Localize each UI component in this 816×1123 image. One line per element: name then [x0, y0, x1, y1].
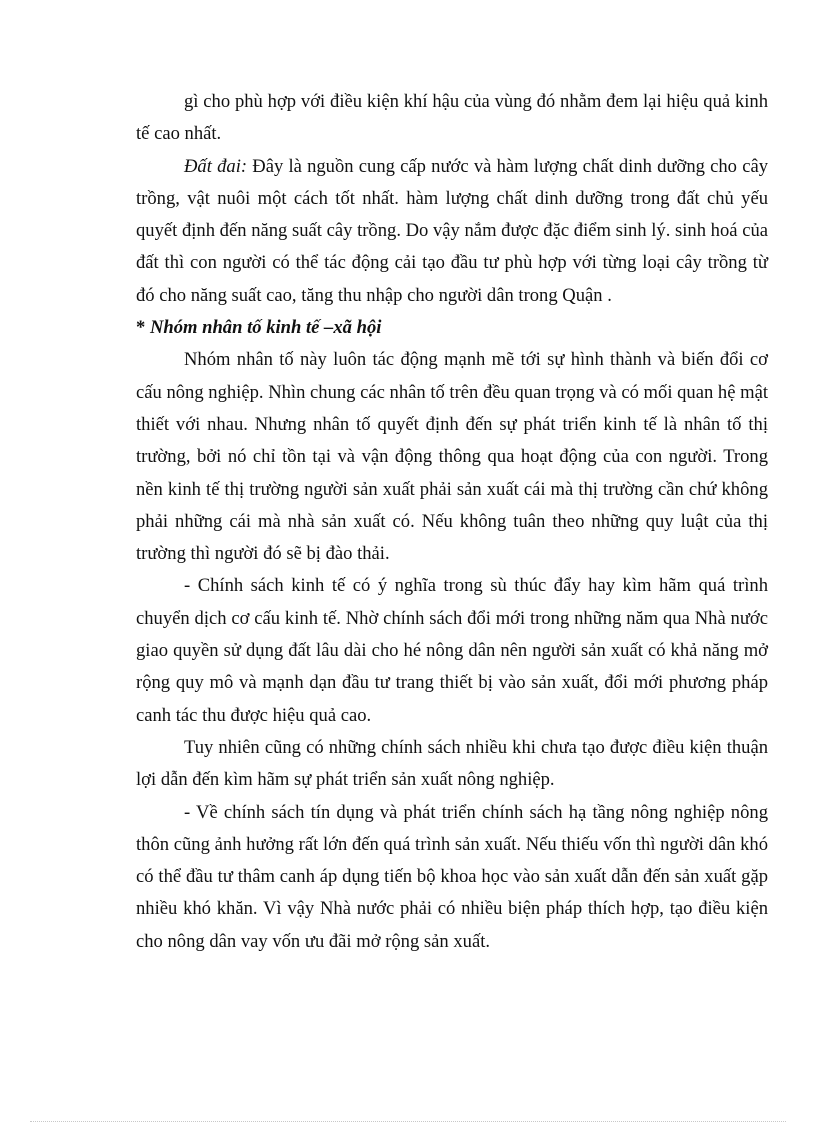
paragraph-land — [136, 151, 768, 312]
land-term: Đất đai: — [184, 155, 248, 177]
paragraph-text: gì cho phù hợp với điều kiện khí hậu của vùng đó nhằm đem lại hiệu quả kinh tế cao nhất. — [136, 91, 768, 145]
paragraph-text: - Về chính sách tín dụng và phát triển chính sách hạ tầng nông nghiệp nông thôn cũng ảnh hưởng rất lớn đến quá trình sản xuất. Nếu thiếu vốn thì người dân khó có thể đầu tư thâm canh áp dụng tiến bộ khoa học vào sản xuất dẫn đến sản xuất gặp nhiều khó khăn. Vì vậy Nhà nước phải có nhiều biện pháp thích hợp, tạo điều kiện cho nông dân vay vốn ưu đãi mở rộng sản xuất. — [136, 801, 768, 952]
paragraph-credit-policy — [136, 797, 768, 958]
section-heading-socioeconomic — [136, 312, 768, 344]
paragraph-text: Đây là nguồn cung cấp nước và hàm lượng chất dinh dưỡng cho cây trồng, vật nuôi một cách tốt nhất. hàm lượng chất dinh dưỡng trong đất chủ yếu quyết định đến năng suất cây trồng. Do vậy nắm được đặc điểm sinh lý. sinh hoá của đất thì con người có thể tác động cải tạo đầu tư phù hợp với từng loại cây trồng từ đó cho năng suất cao, tăng thu nhập cho người dân trong Quận . — [136, 155, 768, 306]
heading-bullet: * — [136, 317, 146, 339]
document-page — [136, 86, 768, 958]
heading-text: Nhóm nhân tố kinh tế –xã hội — [145, 317, 382, 339]
paragraph-text: Tuy nhiên cũng có những chính sách nhiều khi chưa tạo được điều kiện thuận lợi dẫn đến kìm hãm sự phát triển sản xuất nông nghiệp. — [136, 736, 768, 791]
paragraph-climate-conclusion — [136, 86, 768, 151]
paragraph-socioeconomic-factors — [136, 344, 768, 570]
paragraph-text: - Chính sách kinh tế có ý nghĩa trong sù thúc đẩy hay kìm hãm quá trình chuyển dịch cơ cấu kinh tế. Nhờ chính sách đổi mới trong những năm qua Nhà nước giao quyền sử dụng đất lâu dài cho hé nông dân nên người sản xuất có khả năng mở rộng quy mô và mạnh dạn đầu tư trang thiết bị vào sản xuất, đổi mới phương pháp canh tác thu được hiệu quả cao. — [136, 575, 768, 726]
paragraph-text: Nhóm nhân tố này luôn tác động mạnh mẽ tới sự hình thành và biến đổi cơ cấu nông nghiệp. Nhìn chung các nhân tố trên đều quan trọng và có mối quan hệ mật thiết với nhau. Nhưng nhân tố quyết định đến sự phát triển kinh tế là nhân tố thị trường, bởi nó chỉ tồn tại và vận động thông qua hoạt động của con người. Trong nền kinh tế thị trường người sản xuất phải sản xuất cái mà thị trường cần chứ không phải những cái mà nhà sản xuất có. Nếu không tuân theo những quy luật của thị trường thì người đó sẽ bị đào thải. — [136, 349, 769, 565]
paragraph-economic-policy — [136, 570, 768, 731]
paragraph-policy-limitations — [136, 732, 768, 797]
page-bottom-divider — [30, 1121, 786, 1122]
